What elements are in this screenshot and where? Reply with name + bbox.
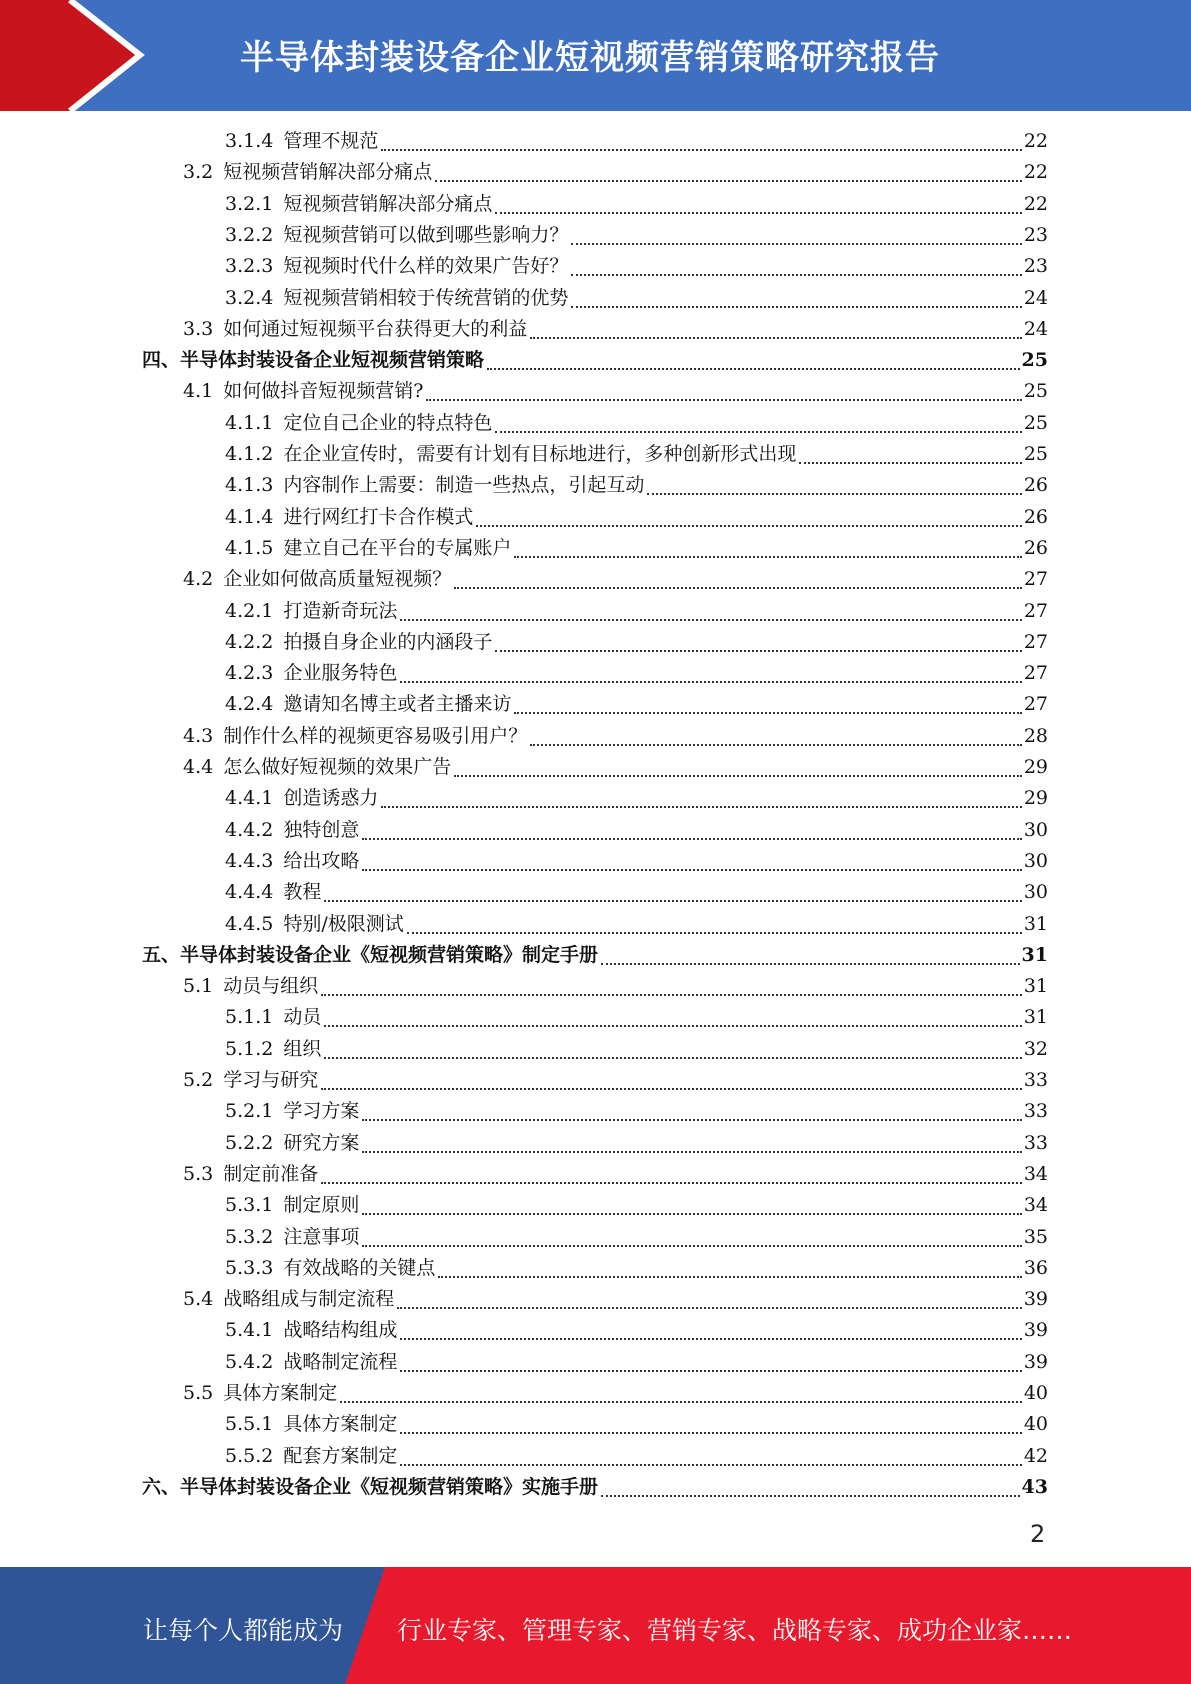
toc-entry[interactable] [225, 596, 1048, 627]
toc-entry[interactable] [183, 376, 1048, 407]
page-footer [0, 1567, 1191, 1684]
toc-entry-page: 23 [1023, 223, 1048, 246]
toc-entry[interactable] [183, 1378, 1048, 1409]
toc-dot-leader [400, 1329, 1021, 1340]
toc-dot-leader [362, 1142, 1021, 1153]
toc-dot-leader [397, 1298, 1022, 1309]
toc-entry-number: 3.2 [183, 161, 214, 184]
toc-entry-title: 邀请知名博主或者主播来访 [283, 693, 512, 716]
toc-dot-leader [362, 1110, 1021, 1121]
toc-entry[interactable] [183, 564, 1048, 595]
toc-entry-page: 25 [1023, 380, 1048, 403]
toc-entry-title: 战略结构组成 [283, 1319, 398, 1342]
toc-entry-page: 32 [1023, 1037, 1048, 1060]
toc-entry-page: 22 [1023, 130, 1048, 152]
toc-entry-number: 5.5.1 [225, 1413, 274, 1436]
toc-dot-leader [495, 641, 1021, 652]
toc-entry-page: 23 [1023, 255, 1048, 278]
toc-entry-title: 在企业宣传时，需要有计划有目标地进行，多种创新形式出现 [283, 443, 797, 465]
toc-entry-page: 26 [1023, 505, 1048, 528]
toc-entry-number: 5.5 [183, 1382, 214, 1404]
toc-dot-leader [571, 265, 1021, 276]
toc-dot-leader [400, 1361, 1021, 1372]
toc-entry-title: 给出攻略 [283, 849, 360, 872]
toc-entry[interactable] [225, 251, 1048, 282]
toc-entry-page: 31 [1023, 975, 1048, 998]
toc-entry[interactable] [225, 627, 1048, 658]
toc-dot-leader [454, 578, 1022, 589]
toc-dot-leader [530, 735, 1022, 746]
toc-entry-number: 5.3.1 [225, 1194, 274, 1217]
toc-dot-leader [495, 203, 1021, 214]
toc-entry-page: 28 [1023, 724, 1048, 747]
toc-entry-title: 具体方案制定 [223, 1382, 338, 1404]
toc-entry[interactable] [225, 1190, 1048, 1221]
toc-dot-leader [530, 328, 1022, 339]
toc-entry-number: 4.2.3 [225, 662, 274, 685]
toc-dot-leader [362, 1236, 1021, 1247]
toc-entry-number: 4.1.4 [225, 505, 274, 528]
toc-entry-title: 短视频时代什么样的效果广告好？ [283, 255, 569, 278]
toc-entry-number: 5.2.1 [225, 1100, 274, 1123]
toc-entry-title: 特别/极限测试 [283, 912, 404, 935]
toc-dot-leader [407, 923, 1022, 934]
toc-dot-leader [799, 453, 1021, 464]
toc-entry-number: 5.4 [183, 1288, 214, 1311]
page-header [0, 0, 1191, 111]
toc-entry[interactable] [225, 189, 1048, 220]
toc-entry[interactable] [225, 283, 1048, 314]
toc-entry-number: 4.1.2 [225, 443, 274, 465]
toc-entry[interactable] [183, 1159, 1048, 1190]
toc-entry[interactable] [183, 1065, 1048, 1096]
toc-dot-leader [476, 516, 1021, 527]
toc-entry[interactable] [225, 1441, 1048, 1472]
toc-dot-leader [487, 359, 1020, 370]
toc-entry-page: 34 [1023, 1194, 1048, 1217]
toc-entry-title: 动员与组织 [223, 975, 319, 998]
toc-entry-title: 战略组成与制定流程 [223, 1288, 395, 1311]
toc-entry-page: 31 [1023, 912, 1048, 935]
toc-entry-title: 企业如何做高质量短视频？ [223, 568, 452, 591]
toc-entry-page: 22 [1023, 161, 1048, 184]
toc-entry[interactable] [225, 220, 1048, 251]
toc-dot-leader [362, 860, 1021, 871]
footer-slogan-left: 让每个人都能成为 [143, 1616, 344, 1645]
toc-entry-page: 33 [1023, 1100, 1048, 1123]
toc-entry-page: 40 [1023, 1413, 1048, 1436]
toc-entry-title: 组织 [283, 1037, 322, 1060]
toc-entry[interactable] [142, 1472, 1048, 1503]
toc-entry[interactable] [225, 1315, 1048, 1346]
toc-entry-title: 战略制定流程 [283, 1350, 398, 1373]
toc-entry-page: 34 [1023, 1162, 1048, 1185]
toc-entry-title: 有效战略的关键点 [283, 1256, 436, 1279]
toc-entry-number: 4.2 [183, 568, 214, 591]
toc-entry[interactable] [225, 783, 1048, 814]
toc-entry[interactable] [225, 909, 1048, 940]
toc-entry-page: 27 [1023, 662, 1048, 685]
toc-dot-leader [400, 672, 1021, 683]
toc-entry-number: 4.1.1 [225, 411, 274, 434]
toc-entry-page: 39 [1023, 1319, 1048, 1342]
toc-entry-number: 4.4 [183, 756, 214, 778]
toc-entry-page: 27 [1023, 568, 1048, 591]
toc-entry-title: 五、半导体封装设备企业《短视频营销策略》制定手册 [142, 943, 599, 966]
toc-entry-number: 4.3 [183, 724, 214, 747]
toc-entry[interactable] [225, 1096, 1048, 1127]
toc-entry-title: 四、半导体封装设备企业短视频营销策略 [142, 349, 485, 372]
toc-entry[interactable] [183, 314, 1048, 345]
toc-dot-leader [400, 1423, 1021, 1434]
toc-entry-title: 制作什么样的视频更容易吸引用户？ [223, 724, 528, 747]
toc-entry[interactable] [225, 1002, 1048, 1033]
toc-entry-number: 5.1 [183, 975, 214, 998]
toc-entry[interactable] [183, 721, 1048, 752]
toc-entry-number: 4.1.5 [225, 536, 274, 559]
toc-entry-title: 教程 [283, 881, 322, 904]
toc-dot-leader [381, 797, 1021, 808]
page-number: 2 [1030, 1520, 1046, 1548]
toc-dot-leader [324, 1016, 1021, 1027]
toc-entry-number: 4.4.5 [225, 912, 274, 935]
toc-entry-page: 43 [1021, 1475, 1048, 1498]
toc-entry[interactable] [183, 157, 1048, 188]
toc-dot-leader [321, 1079, 1022, 1090]
toc-entry-page: 40 [1023, 1382, 1048, 1404]
toc-entry-page: 31 [1021, 943, 1048, 966]
toc-entry-number: 5.4.1 [225, 1319, 274, 1342]
toc-entry-title: 企业服务特色 [283, 662, 398, 685]
toc-entry-page: 36 [1023, 1256, 1048, 1279]
toc-entry-page: 39 [1023, 1288, 1048, 1311]
toc-entry-page: 25 [1023, 443, 1048, 465]
toc-entry-title: 管理不规范 [283, 130, 379, 152]
toc-dot-leader [321, 1173, 1022, 1184]
toc-dot-leader [601, 1486, 1020, 1497]
toc-entry[interactable] [225, 1128, 1048, 1159]
toc-dot-leader [324, 891, 1021, 902]
toc-entry[interactable] [225, 1409, 1048, 1440]
toc-entry-number: 4.1 [183, 380, 214, 403]
toc-entry-number: 5.4.2 [225, 1350, 274, 1373]
toc-entry-title: 内容制作上需要：制造一些热点，引起互动 [283, 474, 645, 497]
toc-entry-page: 33 [1023, 1131, 1048, 1154]
toc-entry[interactable] [225, 1347, 1048, 1378]
toc-entry-number: 4.4.2 [225, 818, 274, 841]
toc-entry-title: 建立自己在平台的专属账户 [283, 536, 512, 559]
toc-entry[interactable] [225, 439, 1048, 470]
toc-entry[interactable] [225, 1253, 1048, 1284]
toc-entry-page: 26 [1023, 536, 1048, 559]
toc-entry-title: 进行网红打卡合作模式 [283, 505, 474, 528]
toc-entry-number: 4.4.1 [225, 787, 274, 810]
toc-entry-number: 4.2.2 [225, 630, 274, 653]
toc-entry-page: 33 [1023, 1069, 1048, 1091]
toc-entry-title: 短视频营销解决部分痛点 [283, 192, 493, 215]
toc-dot-leader [571, 297, 1021, 308]
toc-entry-page: 27 [1023, 599, 1048, 622]
toc-entry-number: 3.3 [183, 317, 214, 340]
toc-entry[interactable] [183, 752, 1048, 783]
header-arrow-decoration [0, 0, 160, 111]
toc-entry[interactable] [225, 1222, 1048, 1253]
toc-entry-page: 39 [1023, 1350, 1048, 1373]
toc-entry-number: 4.4.4 [225, 881, 274, 904]
toc-entry-title: 学习与研究 [223, 1069, 319, 1091]
toc-entry-number: 5.1.1 [225, 1006, 274, 1029]
toc-entry[interactable] [225, 846, 1048, 877]
toc-dot-leader [340, 1392, 1022, 1403]
toc-entry-page: 25 [1021, 349, 1048, 372]
toc-entry-page: 26 [1023, 474, 1048, 497]
toc-entry-page: 30 [1023, 818, 1048, 841]
toc-dot-leader [438, 1267, 1021, 1278]
toc-entry-number: 3.1.4 [225, 130, 274, 152]
toc-dot-leader [324, 1048, 1021, 1059]
toc-entry-title: 六、半导体封装设备企业《短视频营销策略》实施手册 [142, 1475, 599, 1498]
toc-entry-title: 研究方案 [283, 1131, 360, 1154]
toc-entry-number: 5.5.2 [225, 1444, 274, 1467]
toc-entry-number: 3.2.2 [225, 223, 274, 246]
toc-entry-page: 35 [1023, 1225, 1048, 1248]
toc-entry-title: 短视频营销相较于传统营销的优势 [283, 286, 569, 309]
toc-entry-number: 3.2.4 [225, 286, 274, 309]
toc-dot-leader [495, 422, 1021, 433]
toc-dot-leader [514, 547, 1021, 558]
toc-entry-page: 27 [1023, 693, 1048, 716]
toc-dot-leader [435, 171, 1022, 182]
toc-entry-title: 怎么做好短视频的效果广告 [223, 756, 452, 778]
toc-entry[interactable] [225, 689, 1048, 720]
toc-dot-leader [381, 140, 1021, 151]
toc-entry-number: 5.3.2 [225, 1225, 274, 1248]
toc-entry-page: 30 [1023, 881, 1048, 904]
toc-entry-title: 定位自己企业的特点特色 [283, 411, 493, 434]
toc-entry-title: 短视频营销解决部分痛点 [223, 161, 433, 184]
toc-entry[interactable] [225, 126, 1048, 157]
toc-entry-title: 配套方案制定 [283, 1444, 398, 1467]
toc-dot-leader [362, 1204, 1021, 1215]
toc-entry-page: 27 [1023, 630, 1048, 653]
toc-entry-page: 30 [1023, 849, 1048, 872]
toc-entry[interactable] [142, 940, 1048, 971]
toc-entry-number: 5.3.3 [225, 1256, 274, 1279]
toc-dot-leader [514, 703, 1021, 714]
toc-entry[interactable] [225, 502, 1048, 533]
toc-entry-number: 5.1.2 [225, 1037, 274, 1060]
toc-entry-number: 5.2.2 [225, 1131, 274, 1154]
toc-entry[interactable] [142, 345, 1048, 376]
toc-dot-leader [647, 484, 1021, 495]
toc-dot-leader [321, 985, 1022, 996]
toc-entry-title: 动员 [283, 1006, 322, 1029]
toc-entry-title: 制定原则 [283, 1194, 360, 1217]
toc-entry[interactable] [225, 533, 1048, 564]
toc-entry[interactable] [225, 658, 1048, 689]
toc-entry-number: 5.3 [183, 1162, 214, 1185]
toc-entry-title: 打造新奇玩法 [283, 599, 398, 622]
toc-entry-page: 24 [1023, 317, 1048, 340]
toc-entry[interactable] [225, 1034, 1048, 1065]
toc-entry-page: 42 [1023, 1444, 1048, 1467]
toc-entry-title: 学习方案 [283, 1100, 360, 1123]
toc-entry-number: 4.2.1 [225, 599, 274, 622]
toc-entry-title: 如何做抖音短视频营销? [223, 380, 424, 403]
toc-entry[interactable] [225, 408, 1048, 439]
toc-dot-leader [362, 829, 1021, 840]
footer-slogan-right: 行业专家、管理专家、营销专家、战略专家、成功企业家…… [397, 1616, 1073, 1645]
toc-entry-number: 4.2.4 [225, 693, 274, 716]
toc-entry-number: 4.4.3 [225, 849, 274, 872]
toc-dot-leader [400, 610, 1021, 621]
report-title: 半导体封装设备企业短视频营销策略研究报告 [240, 38, 940, 78]
toc-dot-leader [400, 1455, 1021, 1466]
toc-entry-title: 短视频营销可以做到哪些影响力？ [283, 223, 569, 246]
toc-entry-number: 3.2.1 [225, 192, 274, 215]
toc-entry[interactable] [183, 1284, 1048, 1315]
toc-entry-number: 5.2 [183, 1069, 214, 1091]
toc-entry-page: 24 [1023, 286, 1048, 309]
toc-entry-number: 4.1.3 [225, 474, 274, 497]
toc-dot-leader [601, 954, 1020, 965]
toc-entry-title: 具体方案制定 [283, 1413, 398, 1436]
toc-dot-leader [454, 766, 1022, 777]
toc-entry[interactable] [225, 877, 1048, 908]
toc-entry-page: 31 [1023, 1006, 1048, 1029]
toc-entry-page: 29 [1023, 756, 1048, 778]
toc-entry-title: 拍摄自身企业的内涵段子 [283, 630, 493, 653]
toc-entry-title: 如何通过短视频平台获得更大的利益 [223, 317, 528, 340]
toc-entry-title: 创造诱惑力 [283, 787, 379, 810]
toc-entry-page: 29 [1023, 787, 1048, 810]
toc-entry-number: 3.2.3 [225, 255, 274, 278]
toc-entry-title: 独特创意 [283, 818, 360, 841]
toc-dot-leader [426, 390, 1021, 401]
toc-entry-page: 25 [1023, 411, 1048, 434]
toc-entry[interactable] [225, 815, 1048, 846]
toc-dot-leader [571, 234, 1021, 245]
toc-entry[interactable] [183, 971, 1048, 1002]
toc-entry-title: 注意事项 [283, 1225, 360, 1248]
toc-entry[interactable] [225, 470, 1048, 501]
toc-entry-page: 22 [1023, 192, 1048, 215]
toc-entry-title: 制定前准备 [223, 1162, 319, 1185]
